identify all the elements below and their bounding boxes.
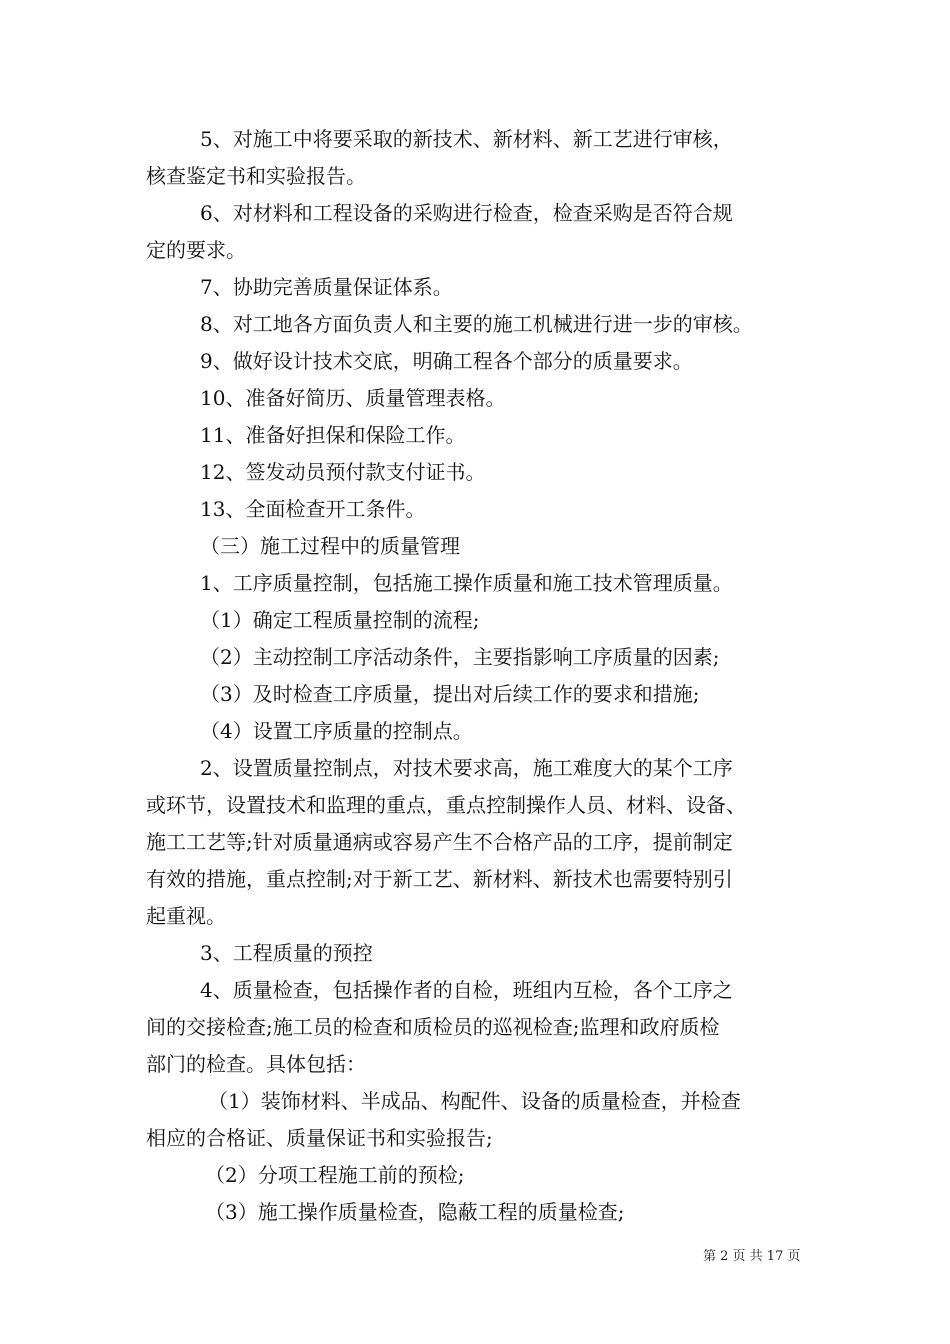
paragraph-line: 相应的合格证、质量保证书和实验报告; xyxy=(146,1126,493,1150)
paragraph-line: 7、协助完善质量保证体系。 xyxy=(200,275,453,299)
paragraph-line: （1）装饰材料、半成品、构配件、设备的质量检查，并检查 xyxy=(208,1089,741,1113)
paragraph-line: 2、设置质量控制点，对技术要求高，施工难度大的某个工序 xyxy=(200,756,733,780)
paragraph-line: 起重视。 xyxy=(146,904,226,928)
page-number-footer: 第 2 页 共 17 页 xyxy=(703,1249,801,1264)
paragraph-line: （3）施工操作质量检查，隐蔽工程的质量检查; xyxy=(205,1200,625,1224)
paragraph-line: 有效的措施，重点控制;对于新工艺、新材料、新技术也需要特别引 xyxy=(146,867,733,891)
paragraph-line: 间的交接检查;施工员的检查和质检员的巡视检查;监理和政府质检 xyxy=(146,1015,720,1039)
paragraph-line: 10、准备好简历、质量管理表格。 xyxy=(200,386,506,410)
paragraph-line: 1、工序质量控制，包括施工操作质量和施工技术管理质量。 xyxy=(200,571,733,595)
paragraph-line: 8、对工地各方面负责人和主要的施工机械进行进一步的审核。 xyxy=(200,312,753,336)
paragraph-line: 5、对施工中将要采取的新技术、新材料、新工艺进行审核， xyxy=(200,127,733,151)
paragraph-line: 或环节，设置技术和监理的重点，重点控制操作人员、材料、设备、 xyxy=(146,793,746,817)
paragraph-line: （1）确定工程质量控制的流程; xyxy=(200,608,480,632)
section-heading: （三）施工过程中的质量管理 xyxy=(200,534,460,558)
paragraph-line: 6、对材料和工程设备的采购进行检查，检查采购是否符合规 xyxy=(200,201,733,225)
paragraph-line: 13、全面检查开工条件。 xyxy=(200,497,426,521)
paragraph-line: 9、做好设计技术交底，明确工程各个部分的质量要求。 xyxy=(200,349,693,373)
paragraph-line: （3）及时检查工序质量，提出对后续工作的要求和措施; xyxy=(200,682,700,706)
paragraph-line: 12、签发动员预付款支付证书。 xyxy=(200,460,486,484)
paragraph-line: 部门的检查。具体包括： xyxy=(146,1052,366,1076)
paragraph-line: 4、质量检查，包括操作者的自检，班组内互检，各个工序之 xyxy=(200,978,733,1002)
paragraph-line: 施工工艺等;针对质量通病或容易产生不合格产品的工序，提前制定 xyxy=(146,830,733,854)
paragraph-line: 11、准备好担保和保险工作。 xyxy=(200,423,466,447)
paragraph-line: 定的要求。 xyxy=(146,238,246,262)
paragraph-line: 3、工程质量的预控 xyxy=(200,941,373,965)
paragraph-line: （2）主动控制工序活动条件，主要指影响工序质量的因素; xyxy=(200,645,720,669)
paragraph-line: （4）设置工序质量的控制点。 xyxy=(200,719,473,743)
paragraph-line: （2）分项工程施工前的预检; xyxy=(205,1163,465,1187)
paragraph-line: 核查鉴定书和实验报告。 xyxy=(146,164,366,188)
